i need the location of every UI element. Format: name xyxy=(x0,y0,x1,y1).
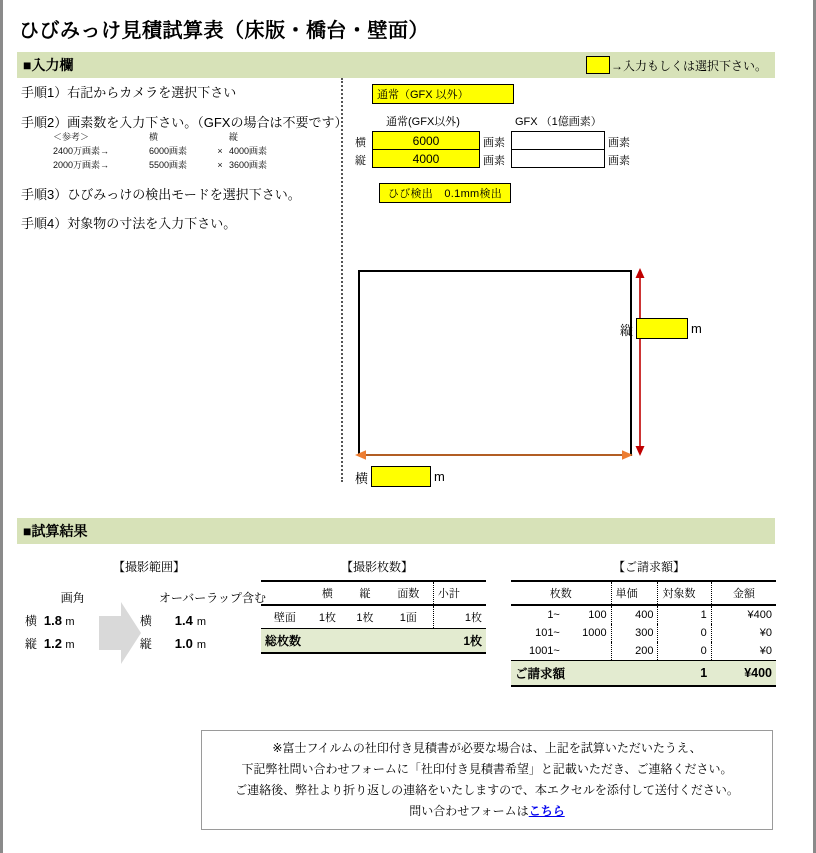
count-total-value: 1枚 xyxy=(433,629,486,654)
price-total-label: ご請求額 xyxy=(511,661,658,687)
contact-form-link[interactable]: こちら xyxy=(528,804,565,818)
range-left-value: 1.2 xyxy=(43,636,62,651)
note-line-1: ※富士フイルムの社印付き見積書が必要な場合は、上記を試算いただいたうえ、 xyxy=(272,741,702,755)
detection-mode-select[interactable]: ひび検出 0.1mm検出 xyxy=(379,183,511,203)
price-target-count: 0 xyxy=(658,642,711,661)
price-amount: ¥0 xyxy=(711,642,776,661)
range-row-axis-right: 縦 xyxy=(139,637,152,651)
step-3-label: 手順3）ひびみっけの検出モードを選択下さい。 xyxy=(21,187,301,202)
vertical-divider xyxy=(341,78,343,482)
reference-col-h: 縦 xyxy=(229,132,239,142)
reference-row-x: × xyxy=(217,146,223,156)
table-row xyxy=(511,605,776,624)
step-1-label: 手順1）右記からカメラを選択下さい xyxy=(21,85,237,100)
pixel-unit-label: 画素 xyxy=(608,137,630,149)
range-left-unit: m xyxy=(65,639,75,651)
price-amount: ¥400 xyxy=(711,605,776,624)
contact-form-prefix: 問い合わせフォームは xyxy=(409,804,529,818)
price-target-count: 0 xyxy=(658,624,711,642)
input-section-header xyxy=(17,52,775,78)
table-row xyxy=(261,605,486,629)
count-row-name: 壁面 xyxy=(261,605,309,629)
pixel-unit-label: 画素 xyxy=(483,137,505,149)
reference-row-w: 5500画素 xyxy=(149,160,188,170)
legend xyxy=(586,56,767,74)
horizontal-dimension-arrow-icon xyxy=(355,448,633,462)
price-unit-price: 200 xyxy=(611,642,658,661)
legend-label: →入力もしくは選択下さい。 xyxy=(610,58,767,73)
table-header-row xyxy=(511,581,776,605)
pixel-row-label-width: 横 xyxy=(355,137,366,149)
table-header-row xyxy=(261,581,486,605)
width-dimension-unit: m xyxy=(434,469,445,484)
price-col-unitprice: 単価 xyxy=(611,581,658,605)
price-amount: ¥0 xyxy=(711,624,776,642)
range-row-axis-right: 横 xyxy=(139,614,152,628)
shooting-count-title: 【撮影枚数】 xyxy=(341,560,414,574)
price-col-target: 対象数 xyxy=(658,581,711,605)
range-left-value: 1.8 xyxy=(43,613,62,628)
reference-row xyxy=(53,158,291,172)
pixel-width-normal-input[interactable]: 6000 xyxy=(372,131,480,150)
reference-row-w: 6000画素 xyxy=(149,146,188,156)
pixel-height-gfx-input[interactable] xyxy=(511,149,605,168)
price-unit-price: 300 xyxy=(611,624,658,642)
table-row xyxy=(511,624,776,642)
pixel-height-normal-input[interactable]: 4000 xyxy=(372,149,480,168)
vertical-dimension-arrow-icon xyxy=(634,268,646,456)
shooting-range-block xyxy=(23,586,268,655)
price-target-count: 1 xyxy=(658,605,711,624)
step-4-label: 手順4）対象物の寸法を入力下さい。 xyxy=(21,216,237,231)
range-right-unit: m xyxy=(196,638,206,651)
price-col-amount: 金額 xyxy=(711,581,776,605)
pixel-header-gfx: GFX （1億画素） xyxy=(515,116,602,128)
note-line-2: 下記弊社問い合わせフォームに「社印付き見積書希望」と記載いただき、ご連絡ください。 xyxy=(241,762,733,776)
height-dimension-input[interactable] xyxy=(636,318,688,339)
result-section-header xyxy=(17,518,775,544)
price-range-to: 100 xyxy=(588,609,607,621)
footer-note-box xyxy=(201,730,773,830)
range-row xyxy=(23,632,268,655)
note-line-3: ご連絡後、弊社より折り返しの連絡をいたしますので、本エクセルを添付して送付ください。 xyxy=(235,783,739,797)
shooting-count-table xyxy=(261,580,486,654)
count-row-width: 1枚 xyxy=(309,605,347,629)
price-unit-price: 400 xyxy=(611,605,658,624)
count-row-faces: 1面 xyxy=(384,605,434,629)
reference-caption: ＜参考＞ xyxy=(53,132,90,142)
reference-row xyxy=(53,144,291,158)
reference-row-label: 2000万画素→ xyxy=(53,160,110,170)
range-right-value: 1.0 xyxy=(174,636,193,651)
price-range-from: 1001~ xyxy=(528,645,560,657)
price-range-from: 1~ xyxy=(547,609,560,621)
price-total-target: 1 xyxy=(658,661,711,687)
range-right-unit: m xyxy=(196,615,206,628)
step-2-label: 手順2）画素数を入力下さい。（GFXの場合は不要です） xyxy=(21,115,348,130)
reference-col-w: 横 xyxy=(149,132,159,142)
count-col-subtotal: 小計 xyxy=(433,581,486,605)
width-dimension-label: 横 xyxy=(355,471,369,486)
reference-row-x: × xyxy=(217,160,223,170)
reference-row-h: 3600画素 xyxy=(229,160,268,170)
input-section-label: ■入力欄 xyxy=(23,57,74,73)
price-range-to: 1000 xyxy=(582,627,607,639)
page-title: ひびみっけ見積試算表（床版・橋台・壁面） xyxy=(19,20,429,42)
pixel-row-label-height: 縦 xyxy=(355,155,366,167)
pixel-unit-label: 画素 xyxy=(608,155,630,167)
camera-select[interactable]: 通常（GFX 以外） xyxy=(372,84,514,104)
pixel-unit-label: 画素 xyxy=(483,155,505,167)
reference-table xyxy=(53,130,291,172)
range-head-left: 画角 xyxy=(60,591,85,605)
billing-amount-table xyxy=(511,580,776,687)
height-dimension-unit: m xyxy=(691,321,702,336)
reference-row-label: 2400万画素→ xyxy=(53,146,110,156)
count-col-blank xyxy=(261,581,309,605)
reference-row-h: 4000画素 xyxy=(229,146,268,156)
billing-amount-title: 【ご請求額】 xyxy=(613,560,686,574)
count-row-height: 1枚 xyxy=(346,605,384,629)
shooting-range-title: 【撮影範囲】 xyxy=(113,560,186,574)
price-total-amount: ¥400 xyxy=(711,661,776,687)
count-col-height: 縦 xyxy=(346,581,384,605)
table-total-row xyxy=(511,661,776,687)
count-total-label: 総枚数 xyxy=(261,629,433,654)
height-dimension-label: 縦 xyxy=(620,323,634,338)
table-row xyxy=(511,642,776,661)
range-row-axis: 横 xyxy=(25,614,38,628)
note-line-4 xyxy=(409,801,564,822)
range-left-unit: m xyxy=(65,616,75,628)
count-row-subtotal: 1枚 xyxy=(433,605,486,629)
count-col-width: 横 xyxy=(309,581,347,605)
pixel-width-gfx-input[interactable] xyxy=(511,131,605,150)
target-object-rectangle xyxy=(358,270,632,456)
width-dimension-input[interactable] xyxy=(371,466,431,487)
pixel-header-normal: 通常(GFX以外) xyxy=(386,116,460,128)
range-head-right: オーバーラップ含む xyxy=(158,591,266,605)
price-range-from: 101~ xyxy=(535,627,560,639)
range-row-axis: 縦 xyxy=(25,637,38,651)
table-total-row xyxy=(261,629,486,654)
count-col-faces: 面数 xyxy=(384,581,434,605)
range-right-value: 1.4 xyxy=(174,613,193,628)
price-col-count: 枚数 xyxy=(511,581,611,605)
range-row xyxy=(23,609,268,632)
result-section-label: ■試算結果 xyxy=(23,523,88,539)
yellow-swatch-icon xyxy=(586,56,610,74)
price-range-to xyxy=(564,642,611,661)
